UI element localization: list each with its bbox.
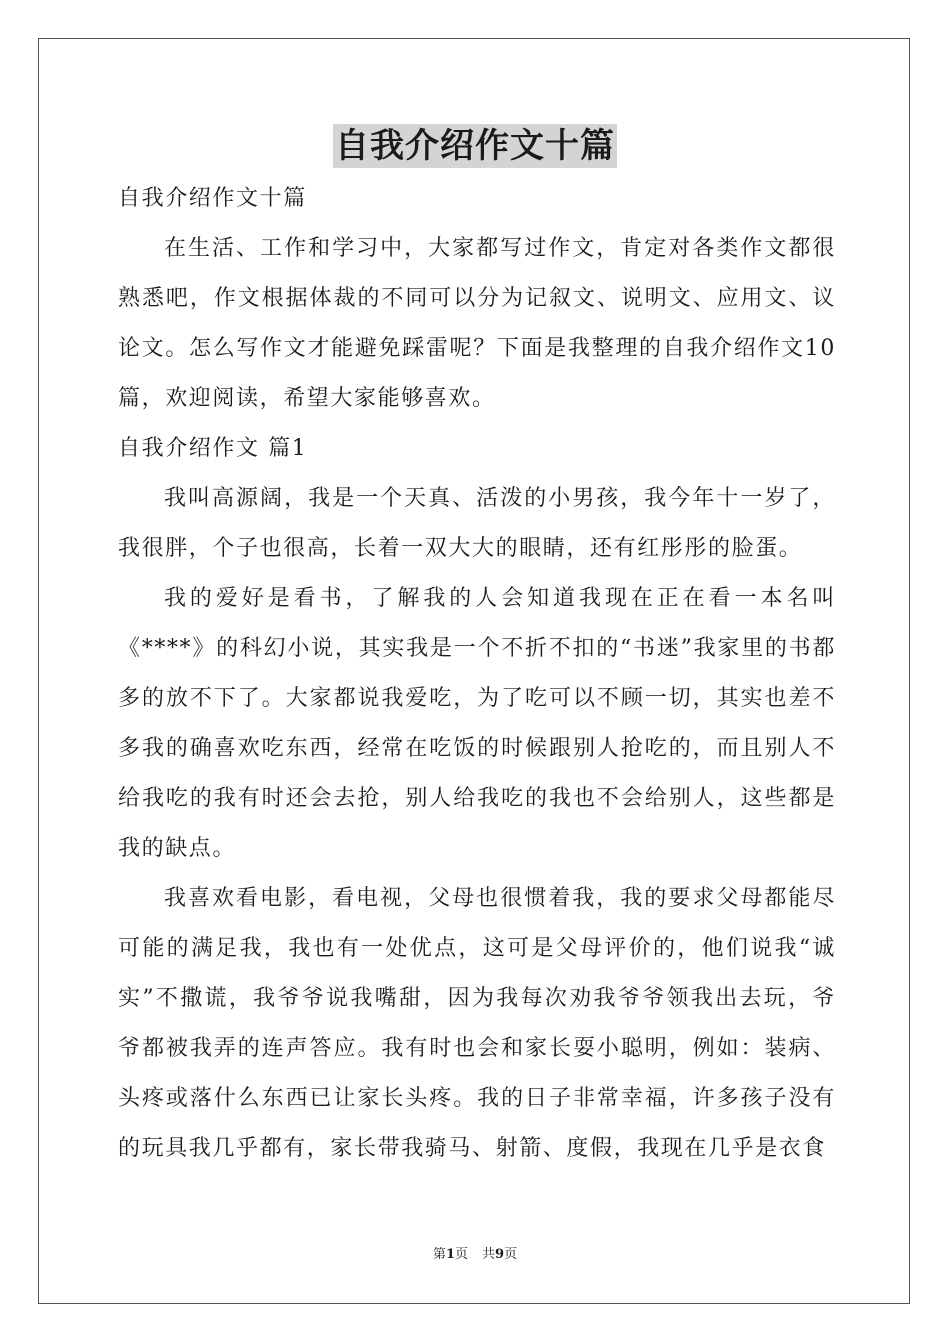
document-title: 自我介绍作文十篇 bbox=[335, 126, 615, 166]
intro-paragraph: 在生活、工作和学习中，大家都写过作文，肯定对各类作文都很熟悉吧，作文根据体裁的不同可以分为记叙文、说明文、应用文、议论文。怎么写作文才能避免踩雷呢？下面是我整理的自我介绍作文10篇，欢迎阅读，希望大家能够喜欢。 bbox=[118, 236, 836, 411]
body-paragraph-3: 我喜欢看电影，看电视，父母也很惯着我，我的要求父母都能尽可能的满足我，我也有一处优点，这可是父母评价的，他们说我“诚实”不撒谎，我爷爷说我嘴甜，因为我每次劝我爷爷领我出去玩，爷爷都被我弄的连声答应。我有时也会和家长耍小聪明，例如：装病、头疼或落什么东西已让家长头疼。我的日子非常幸福，许多孩子没有的玩具我几乎都有，家长带我骑马、射箭、度假，我现在几乎是衣食 bbox=[118, 886, 836, 1161]
document-body bbox=[118, 174, 836, 1174]
body-paragraph-2: 我的爱好是看书，了解我的人会知道我现在正在看一本名叫《****》的科幻小说，其实我是一个不折不扣的“书迷”我家里的书都多的放不下了。大家都说我爱吃，为了吃可以不顾一切，其实也差不多我的确喜欢吃东西，经常在吃饭的时候跟别人抢吃的，而且别人不给我吃的我有时还会去抢，别人给我吃的我也不会给别人，这些都是我的缺点。 bbox=[118, 586, 836, 861]
total-label-prefix: 共 bbox=[482, 1247, 496, 1262]
total-label-suffix: 页 bbox=[504, 1247, 518, 1262]
body-paragraph-1: 我叫高源阔，我是一个天真、活泼的小男孩，我今年十一岁了，我很胖，个子也很高，长着一双大大的眼睛，还有红彤彤的脸蛋。 bbox=[118, 486, 836, 561]
document-subtitle: 自我介绍作文十篇 bbox=[118, 186, 307, 211]
page-label-suffix: 页 bbox=[454, 1247, 468, 1262]
section-heading: 自我介绍作文 篇1 bbox=[118, 436, 308, 461]
total-pages-number: 9 bbox=[495, 1247, 505, 1262]
page-footer bbox=[0, 1246, 950, 1264]
current-page-number: 1 bbox=[445, 1247, 455, 1262]
title-area bbox=[0, 124, 950, 168]
page-label-prefix: 第 bbox=[432, 1247, 446, 1262]
